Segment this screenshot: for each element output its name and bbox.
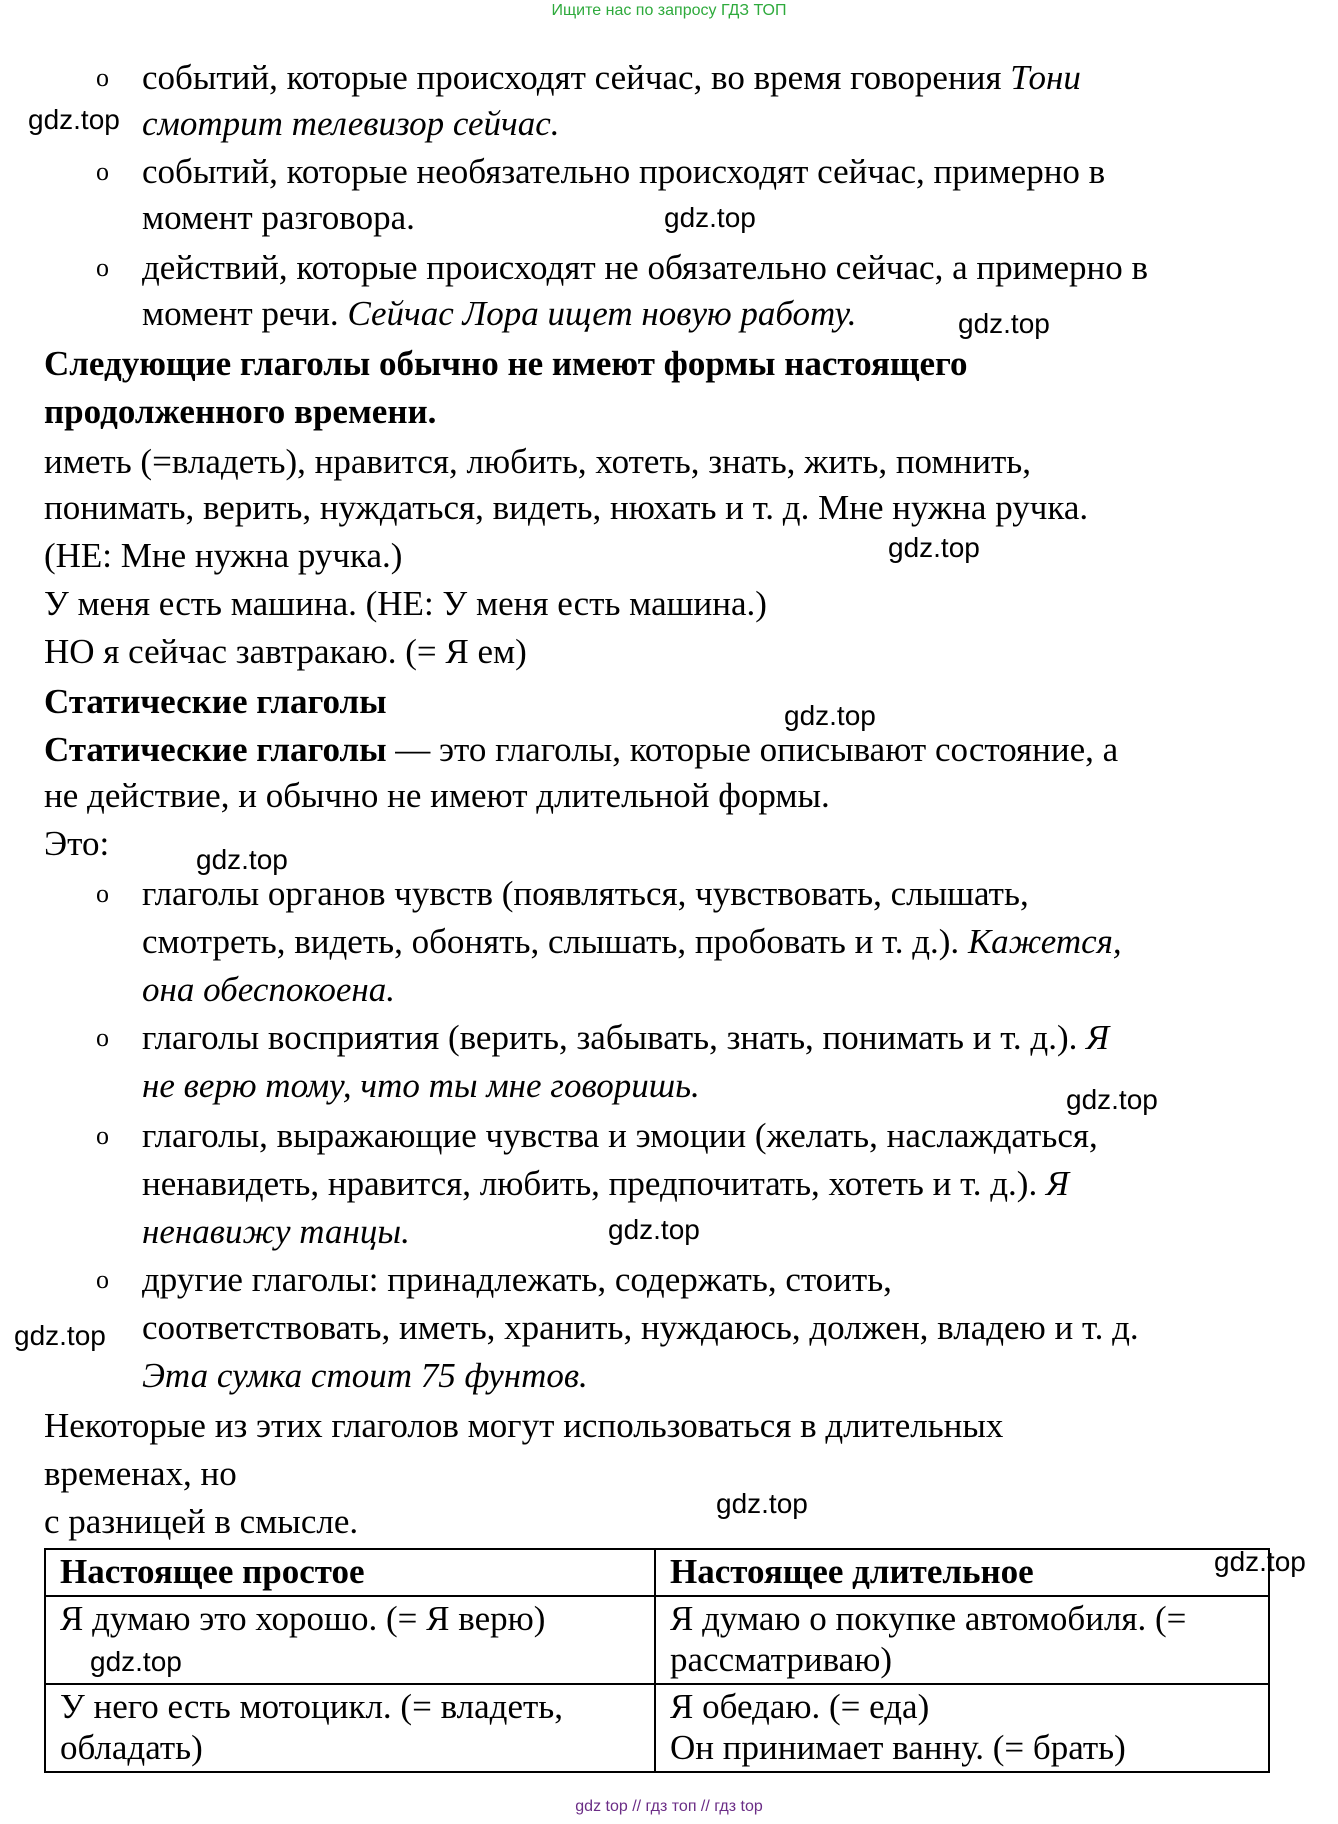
watermark: gdz.top bbox=[1066, 1084, 1158, 1115]
section-heading-line2: продолженного времени. bbox=[44, 392, 437, 431]
feelings-line2: ненавидеть, нравится, любить, предпочитать, хотеть и т. д.). Я bbox=[142, 1164, 1069, 1203]
list1-item2-line1: событий, которые необязательно происходят сейчас, примерно в bbox=[142, 152, 1106, 191]
feelings-example: ненавижу танцы. bbox=[142, 1212, 410, 1251]
watermark: gdz.top bbox=[888, 532, 980, 563]
list1-item1-line1: событий, которые происходят сейчас, во время говорения Тони bbox=[142, 58, 1081, 97]
table-cell: Я обедаю. (= еда) Он принимает ванну. (= брать) bbox=[655, 1684, 1269, 1772]
perception-example: не верю тому, что ты мне говоришь. bbox=[142, 1066, 700, 1105]
senses-line1: глаголы органов чувств (появляться, чувствовать, слышать, bbox=[142, 874, 1029, 913]
watermark: gdz.top bbox=[664, 202, 756, 233]
watermark: gdz.top bbox=[784, 700, 876, 731]
table-header-cell: Настоящее длительное bbox=[655, 1549, 1269, 1596]
watermark: gdz.top bbox=[958, 308, 1050, 339]
paragraph-line: иметь (=владеть), нравится, любить, хотеть, знать, жить, помнить, bbox=[44, 442, 1032, 481]
bullet-marker: o bbox=[96, 157, 109, 186]
top-banner[interactable]: Ищите нас по запросу ГДЗ ТОП bbox=[551, 2, 787, 19]
bullet-marker: o bbox=[96, 1121, 109, 1150]
bullet-marker: o bbox=[96, 63, 109, 92]
watermark: gdz.top bbox=[716, 1488, 808, 1519]
table-cell: Я думаю о покупке автомобиля. (= рассматриваю) bbox=[655, 1596, 1269, 1684]
definition-line1: Статические глаголы — это глаголы, которые описывают состояние, а bbox=[44, 730, 1119, 769]
table-cell: У него есть мотоцикл. (= владеть, обладать) bbox=[45, 1684, 655, 1772]
perception-line1: глаголы восприятия (верить, забывать, знать, понимать и т. д.). Я bbox=[142, 1018, 1110, 1057]
list1-item3-line1: действий, которые происходят не обязательно сейчас, а примерно в bbox=[142, 248, 1149, 287]
paragraph-line: Некоторые из этих глаголов могут использоваться в длительных bbox=[44, 1406, 1004, 1445]
watermark: gdz.top bbox=[608, 1214, 700, 1245]
paragraph-line: У меня есть машина. (НЕ: У меня есть машина.) bbox=[44, 584, 767, 623]
table-row bbox=[45, 1684, 1269, 1772]
watermark: gdz.top bbox=[14, 1320, 106, 1351]
paragraph-line: понимать, верить, нуждаться, видеть, нюхать и т. д. Мне нужна ручка. bbox=[44, 488, 1089, 527]
footer-links[interactable]: gdz top // гдз топ // гдз top bbox=[575, 1798, 763, 1815]
paragraph-line: НО я сейчас завтракаю. (= Я ем) bbox=[44, 632, 527, 671]
watermark: gdz.top bbox=[1214, 1546, 1306, 1577]
other-example: Эта сумка стоит 75 фунтов. bbox=[142, 1356, 588, 1395]
bullet-marker: o bbox=[96, 253, 109, 282]
bullet-marker: o bbox=[96, 879, 109, 908]
watermark: gdz.top bbox=[28, 104, 120, 135]
bullet-marker: o bbox=[96, 1023, 109, 1052]
senses-example: она обеспокоена. bbox=[142, 970, 396, 1009]
paragraph-line: с разницей в смысле. bbox=[44, 1502, 359, 1541]
watermark: gdz.top bbox=[90, 1646, 182, 1677]
table-header-cell: Настоящее простое bbox=[45, 1549, 655, 1596]
feelings-line1: глаголы, выражающие чувства и эмоции (желать, наслаждаться, bbox=[142, 1116, 1098, 1155]
static-verbs-heading: Статические глаголы bbox=[44, 682, 387, 721]
watermark: gdz.top bbox=[196, 844, 288, 875]
senses-line2: смотреть, видеть, обонять, слышать, пробовать и т. д.). Кажется, bbox=[142, 922, 1122, 961]
comparison-table bbox=[44, 1548, 1270, 1773]
list1-item3-line2: момент речи. Сейчас Лора ищет новую работу. bbox=[142, 294, 857, 333]
definition-line2: не действие, и обычно не имеют длительной формы. bbox=[44, 776, 830, 815]
table-header-row bbox=[45, 1549, 1269, 1596]
bullet-marker: o bbox=[96, 1265, 109, 1294]
paragraph-line: временах, но bbox=[44, 1454, 237, 1493]
other-line2: соответствовать, иметь, хранить, нуждаюсь, должен, владею и т. д. bbox=[142, 1308, 1139, 1347]
paragraph-line: (НЕ: Мне нужна ручка.) bbox=[44, 536, 403, 575]
list1-item2-line2: момент разговора. bbox=[142, 198, 415, 237]
table-cell: Я думаю это хорошо. (= Я верю) bbox=[45, 1596, 655, 1684]
section-heading-line1: Следующие глаголы обычно не имеют формы настоящего bbox=[44, 344, 968, 383]
table-row bbox=[45, 1596, 1269, 1684]
other-line1: другие глаголы: принадлежать, содержать, стоить, bbox=[142, 1260, 892, 1299]
this-label: Это: bbox=[44, 824, 110, 863]
list1-item1-example: смотрит телевизор сейчас. bbox=[142, 104, 560, 143]
